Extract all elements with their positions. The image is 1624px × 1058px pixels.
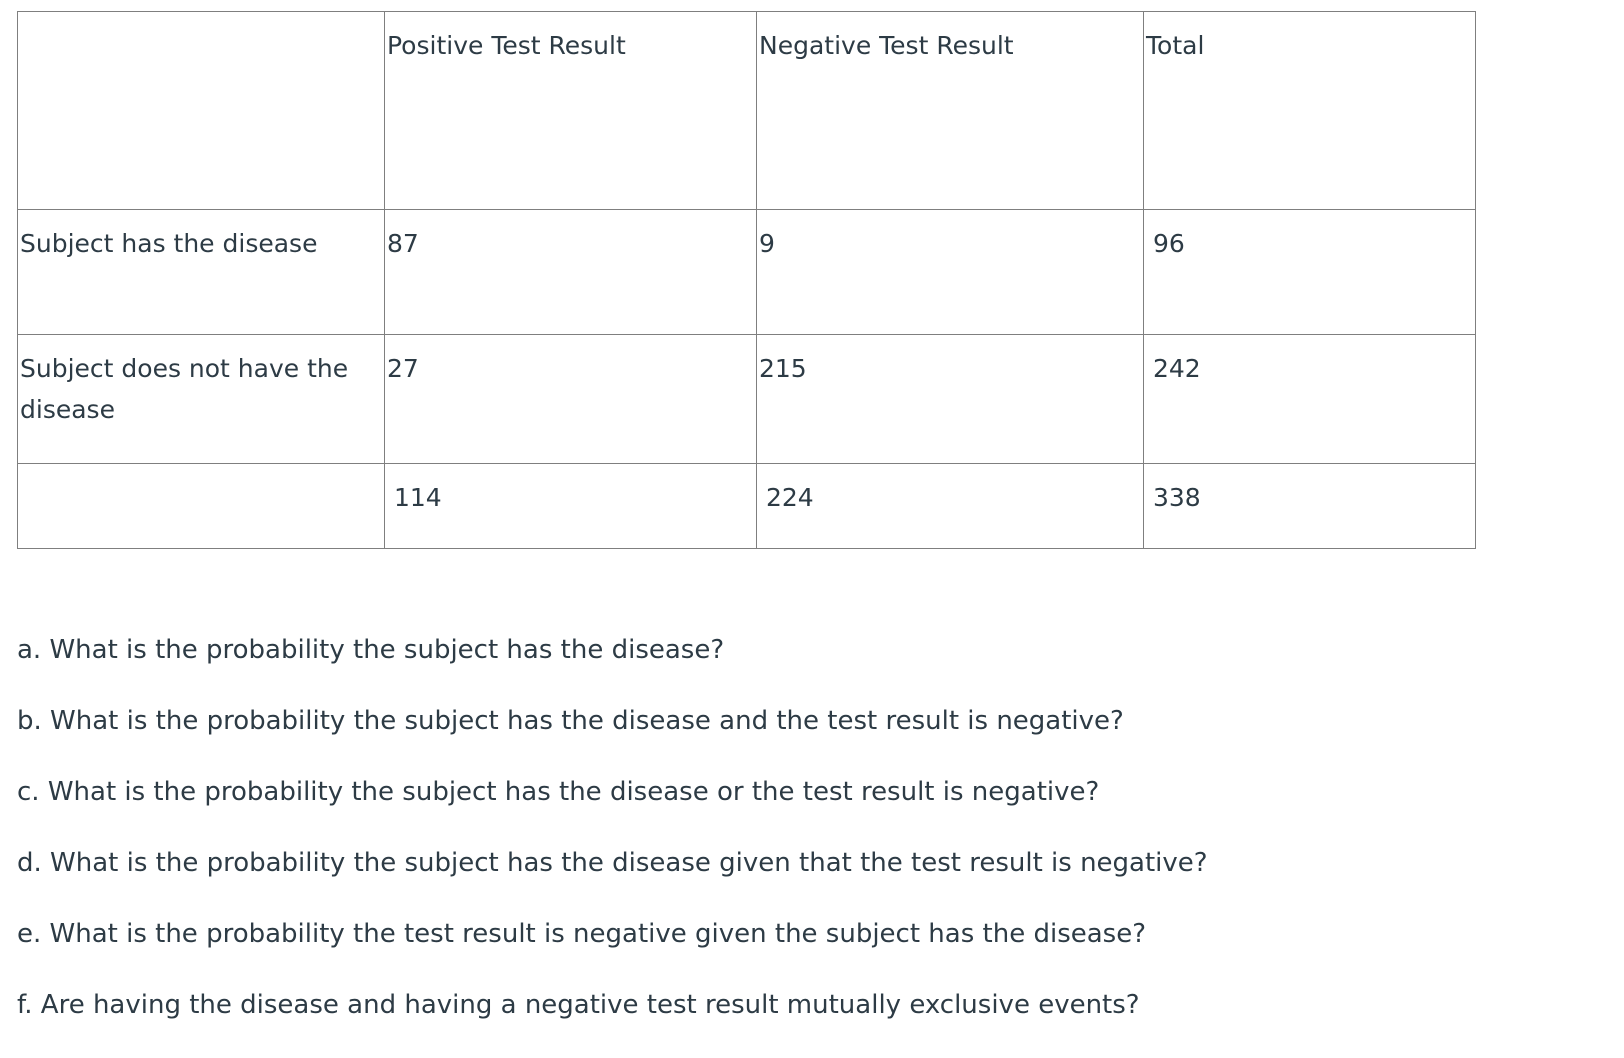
cell-value: 9 [759, 229, 775, 258]
cell-value: 114 [394, 483, 442, 512]
cell-value: 215 [759, 354, 807, 383]
question-list [17, 632, 1597, 1058]
row-label [18, 464, 384, 477]
cell-value: 242 [1153, 354, 1201, 383]
table-cell [385, 210, 757, 335]
cell-value: 87 [387, 229, 419, 258]
row-label: Subject has the disease [20, 229, 318, 258]
cell-value: 27 [387, 354, 419, 383]
table-cell [1144, 210, 1476, 335]
table-row [18, 210, 1476, 335]
table-cell [385, 335, 757, 464]
cell-value: 338 [1153, 483, 1201, 512]
question-d: d. What is the probability the subject has the disease given that the test result is negative? [17, 848, 1208, 878]
contingency-table [17, 11, 1476, 549]
question-f: f. Are having the disease and having a negative test result mutually exclusive events? [17, 990, 1140, 1020]
table-cell [757, 210, 1144, 335]
question-c: c. What is the probability the subject has the disease or the test result is negative? [17, 777, 1100, 807]
question-a: a. What is the probability the subject has the disease? [17, 635, 725, 665]
table-cell [757, 335, 1144, 464]
table-cell [18, 464, 385, 549]
table-cell [757, 464, 1144, 549]
header-positive: Positive Test Result [387, 31, 626, 60]
question-b: b. What is the probability the subject has the disease and the test result is negative? [17, 706, 1124, 736]
header-total: Total [1146, 31, 1205, 60]
table-header-row [18, 12, 1476, 210]
table-cell [385, 12, 757, 210]
table-cell [757, 12, 1144, 210]
table-cell [18, 210, 385, 335]
header-negative: Negative Test Result [759, 31, 1014, 60]
header-corner [18, 12, 384, 25]
cell-value: 96 [1153, 229, 1185, 258]
table-cell [1144, 464, 1476, 549]
table-cell [1144, 335, 1476, 464]
table-totals-row [18, 464, 1476, 549]
row-label: Subject does not have the disease [20, 354, 349, 424]
table-cell [385, 464, 757, 549]
table-cell [1144, 12, 1476, 210]
table-row [18, 335, 1476, 464]
cell-value: 224 [766, 483, 814, 512]
table-cell [18, 12, 385, 210]
table-cell [18, 335, 385, 464]
question-e: e. What is the probability the test result is negative given the subject has the disease? [17, 919, 1147, 949]
